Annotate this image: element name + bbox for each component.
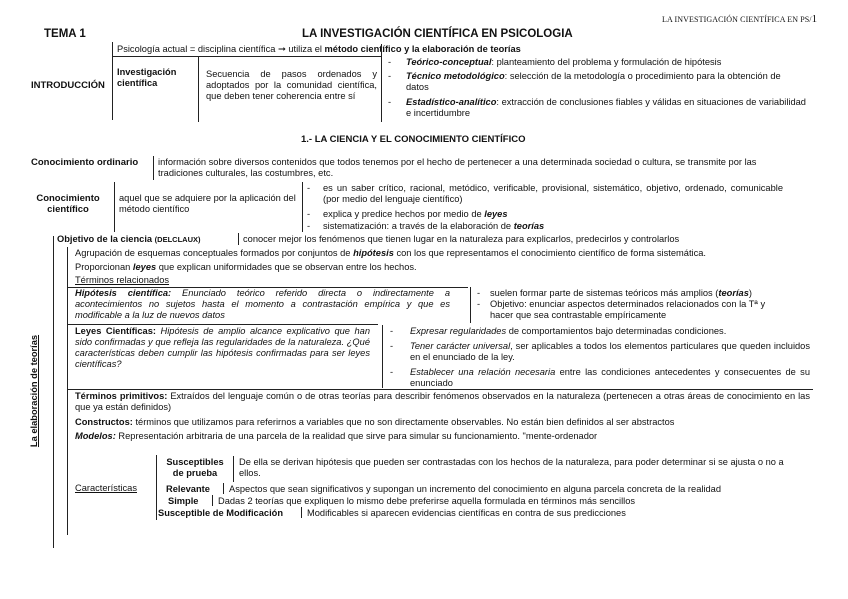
intro-item-term: Teórico-conceptual [406,57,492,67]
leyes-item-rest: , ser aplicables a todos los elementos particulares que queden incluidos en el enunciado de la ley. [410,341,810,362]
leyes-item-2 [410,341,810,363]
leyes-item-1 [410,326,726,337]
bullet-dash: - [388,97,392,107]
intro-divider [113,56,381,57]
hipotesis-item-pre: suelen formar parte de sistemas teóricos más amplios ( [490,288,719,298]
bullet-dash: - [390,326,394,336]
cientifico-item-2 [323,209,508,220]
leyes-item-rest: de comportamientos bajo determinadas condiciones. [506,326,727,336]
investigacion-desc: Secuencia de pasos ordenados y adoptados por la comunidad científica, que deben tener coherencia entre sí [206,69,377,101]
cientifico-item-1: es un saber crítico, racional, metódico, verificable, provisional, sistemático, objetivo, ordenado, comunicable (por medio del lenguaje científico) [323,183,783,204]
bullet-dash: - [307,209,311,219]
investigacion-label: Investigación científica [117,67,177,88]
intro-line-bold: método científico y la elaboración de teorías [324,44,521,54]
caract-bracket-2 [223,483,224,494]
hipotesis-item-1 [490,288,752,299]
intro-bracket [112,42,113,120]
tema-label: TEMA 1 [44,28,86,40]
modelos-desc: Representación arbitraria de una parcela de la realidad que sirve para simular su funcionamiento. "mente-ordenador [115,431,598,441]
objetivo-line [57,234,201,245]
caract-text-2: Aspectos que sean significativos y supongan un incremento del conocimiento en alguna parcela concreta de la realidad [229,484,722,494]
ordinario-label: Conocimiento ordinario [31,157,139,168]
teorias-bracket [53,236,54,548]
cientifico-label: Conocimiento científico [36,193,100,215]
objetivo-bracket [238,233,239,245]
leyes-item-italic: Establecer una relación necesaria [410,367,556,377]
hipotesis-bracket [470,287,471,323]
terminos-label: Términos relacionados [75,275,170,285]
intro-item-text: : planteamiento del problema y formulación de hipótesis [491,57,722,67]
primitivos-desc: Extraídos del lenguaje común o de otras teorías para describir fenómenos observados en la naturaleza (pertenecen a otras áreas de conocimiento en las que ya están definidos) [75,391,810,412]
cientifico-desc: aquel que se adquiere por la aplicación del método científico [119,193,296,214]
caract-term-1: Susceptibles de prueba [166,457,224,478]
objetivo-text: conocer mejor los fenómenos que tienen lugar en la naturaleza para explicarlos, predecirlos y controlarlos [243,234,680,244]
cientifico-bracket [114,182,115,232]
intro-item-term: Estadístico-analítico [406,97,497,107]
bullet-dash: - [390,367,394,377]
intro-item-text: : extracción de conclusiones fiables y válidas en situaciones de variabilidad e incertidumbre [406,97,806,118]
leyes-item-italic: Tener carácter universal [410,341,511,351]
bullet-dash: - [307,183,311,193]
leyes-item-italic: Expresar regularidades [410,326,507,336]
caracteristicas-bracket [156,455,157,520]
hipotesis-item-2: Objetivo: enunciar aspectos determinados relacionados con la Tª y hacer que sea contrastable empíricamente [490,299,766,320]
objetivo-label: Objetivo de la ciencia [57,234,153,244]
hipotesis-term: Hipótesis científica: [75,288,172,298]
teoria-line-1-term: hipótesis [353,248,394,258]
hipotesis-divider [68,324,378,325]
page-number: 1 [811,13,818,25]
section-heading: 1.- LA CIENCIA Y EL CONOCIMIENTO CIENTÍFICO [301,134,526,145]
bullet-dash: - [390,341,394,351]
caract-term-3: Simple [168,496,199,506]
cientifico-item-text: sistematización: a través de la elaboración de [323,221,514,231]
teoria-line-2-pre: Proporcionan [75,262,133,272]
caract-text-1: De ella se derivan hipótesis que pueden ser contrastadas con los hechos de la naturaleza, para poder determinar si se ajusta o no a ellos. [239,457,784,478]
primitivos-text [75,391,810,413]
caract-bracket-3 [212,495,213,506]
objetivo-author: (DELCLAUX) [154,235,201,244]
teoria-line-1 [75,248,706,259]
teoria-line-1-post: con los que representamos el conocimiento científico de forma sistemática. [393,248,706,258]
modelos-text [75,431,597,442]
caract-text-3: Dadas 2 teorías que expliquen lo mismo debe preferirse aquella formulada en términos más sencillos [218,496,636,506]
cientifico-item-bold: teorías [513,221,545,231]
intro-item-1 [406,57,721,68]
intro-line [117,44,521,55]
ordinario-text: información sobre diversos contenidos que todos tenemos por el hecho de pertenecer a una determinada sociedad o cultura, se transmite por las tradiciones culturales, las costumbres, etc. [158,157,757,178]
teoria-line-1-pre: Agrupación de esquemas conceptuales formados por conjuntos de [75,248,354,258]
leyes-divider [68,389,813,390]
investigacion-items-bracket [381,44,382,122]
modelos-term: Modelos: [75,431,116,441]
leyes-term: Leyes Científicas: [75,326,156,336]
hipotesis-item-post: ) [748,288,752,298]
constructos-text [75,417,674,428]
caract-text-4: Modificables si aparecen evidencias científicas en contra de sus predicciones [307,508,626,518]
teoria-inner-bracket [67,247,68,535]
leyes-desc: Hipótesis de amplio alcance explicativo que han sido confirmadas y que refleja las regularidades de la naturaleza. ¿Qué características deben cumplir las hipótesis confirmadas para ser leyes científicas? [75,326,370,369]
page-title: LA INVESTIGACIÓN CIENTÍFICA EN PSICOLOGIA [302,28,573,40]
bullet-dash: - [477,288,481,298]
side-label: La elaboración de teorías [29,334,39,448]
primitivos-term: Términos primitivos: [75,391,168,401]
caract-term-2: Relevante [166,484,210,494]
caracteristicas-label: Características [75,483,137,493]
leyes-item-3 [410,367,810,389]
caract-bracket-4 [301,507,302,518]
intro-item-3 [406,97,806,119]
bullet-dash: - [477,299,481,309]
leyes-text [75,326,370,370]
investigacion-bracket [198,56,199,122]
leyes-bracket [382,325,383,388]
running-header [662,13,817,25]
constructos-desc: términos que utilizamos para referirnos a variables que no son directamente observables. No están bien definidos al ser abstractos [132,417,675,427]
intro-label: INTRODUCCIÓN [31,80,105,91]
constructos-term: Constructos: [75,417,133,427]
cientifico-item-bold: leyes [484,209,508,219]
cientifico-item-text: explica y predice hechos por medio de [323,209,485,219]
intro-line-text: Psicología actual = disciplina científica ➞ utiliza el [117,44,325,54]
teoria-line-2 [75,262,417,273]
caract-bracket-1 [233,456,234,482]
hipotesis-desc: Enunciado teórico referido directa o indirectamente a acontecimientos no sujetos hasta el momento a contrastación empírica y que es modificable a la luz de nuevos datos [75,288,450,320]
intro-item-term: Técnico metodológico [406,71,505,81]
cientifico-item-3 [323,221,544,232]
ordinario-bracket [153,156,154,180]
teoria-line-2-post: que explican uniformidades que se observan entre los hechos. [156,262,417,272]
bullet-dash: - [307,221,311,231]
cientifico-items-bracket [302,182,303,232]
intro-item-2 [406,71,804,93]
leyes-item-rest: entre las condiciones antecedentes y consecuentes de su enunciado [410,367,810,388]
hipotesis-text [75,288,450,321]
teoria-line-2-term: leyes [132,262,157,272]
bullet-dash: - [388,57,392,67]
hipotesis-item-term: teorías [718,288,749,298]
bullet-dash: - [388,71,392,81]
running-header-text: LA INVESTIGACIÓN CIENTÍFICA EN PS/ [662,15,812,24]
caract-term-4: Susceptible de Modificación [158,508,284,518]
intro-item-text: : selección de la metodología o procedimiento para la obtención de datos [406,71,781,92]
